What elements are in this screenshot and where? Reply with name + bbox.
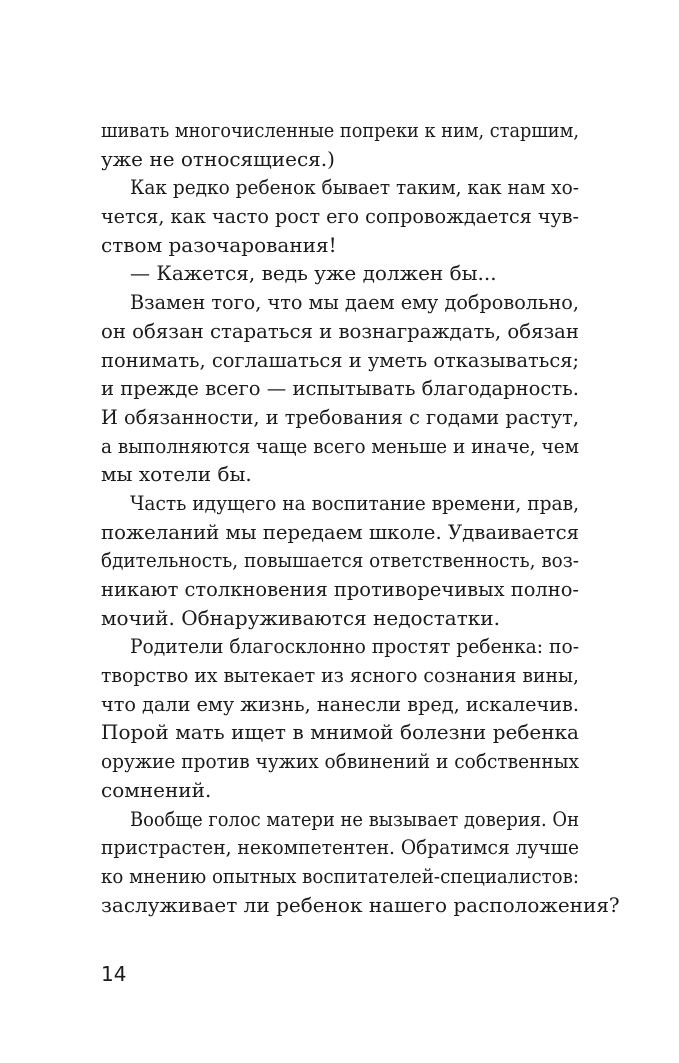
- body-text: [101, 116, 620, 919]
- text-line: Родители благосклонно простят ребенка: по-: [130, 634, 579, 659]
- text-line: ством разочарования!: [101, 232, 337, 257]
- text-line: уже не относящиеся.): [101, 146, 335, 171]
- text-line: мочий. Обнаруживаются недостатки.: [101, 605, 500, 630]
- text-line: он обязан стараться и вознаграждать, обязан: [101, 318, 579, 343]
- text-line: — Кажется, ведь уже должен бы...: [130, 261, 497, 286]
- text-line: никают столкновения противоречивых полно-: [101, 577, 579, 601]
- text-line: Взамен того, что мы даем ему добровольно,: [130, 290, 579, 315]
- text-line: И обязанности, и требования с годами растут,: [101, 404, 579, 429]
- text-line: шивать многочисленные попреки к ним, старшим,: [101, 118, 579, 142]
- text-line: понимать, соглашаться и уметь отказываться;: [101, 347, 579, 372]
- text-line: а выполняются чаще всего меньше и иначе, чем: [101, 433, 579, 458]
- text-line: пожеланий мы передаем школе. Удваивается: [101, 519, 579, 544]
- text-line: творство их вытекает из ясного сознания вины,: [101, 663, 579, 688]
- text-line: бдительность, повышается ответственность, воз-: [101, 548, 579, 573]
- text-line: Порой мать ищет в мнимой болезни ребенка: [101, 720, 579, 745]
- text-line: Как редко ребенок бывает таким, как нам хо-: [130, 175, 579, 200]
- text-line: что дали ему жизнь, нанесли вред, искалечив.: [101, 691, 579, 716]
- text-line: и прежде всего — испытывать благодарность.: [101, 376, 579, 401]
- text-line: ко мнению опытных воспитателей-специалистов:: [101, 863, 579, 888]
- text-line: заслуживает ли ребенок нашего расположения?: [101, 892, 620, 917]
- text-line: пристрастен, некомпетентен. Обратимся лучше: [101, 835, 579, 860]
- text-line: сомнений.: [101, 777, 212, 802]
- text-line: чется, как часто рост его сопровождается чув-: [101, 204, 579, 229]
- text-line: оружие против чужих обвинений и собственных: [101, 749, 579, 774]
- text-line: Часть идущего на воспитание времени, прав,: [130, 490, 579, 515]
- text-line: мы хотели бы.: [101, 462, 252, 487]
- page-number: 14: [101, 962, 127, 986]
- text-line: Вообще голос матери не вызывает доверия. Он: [130, 806, 579, 831]
